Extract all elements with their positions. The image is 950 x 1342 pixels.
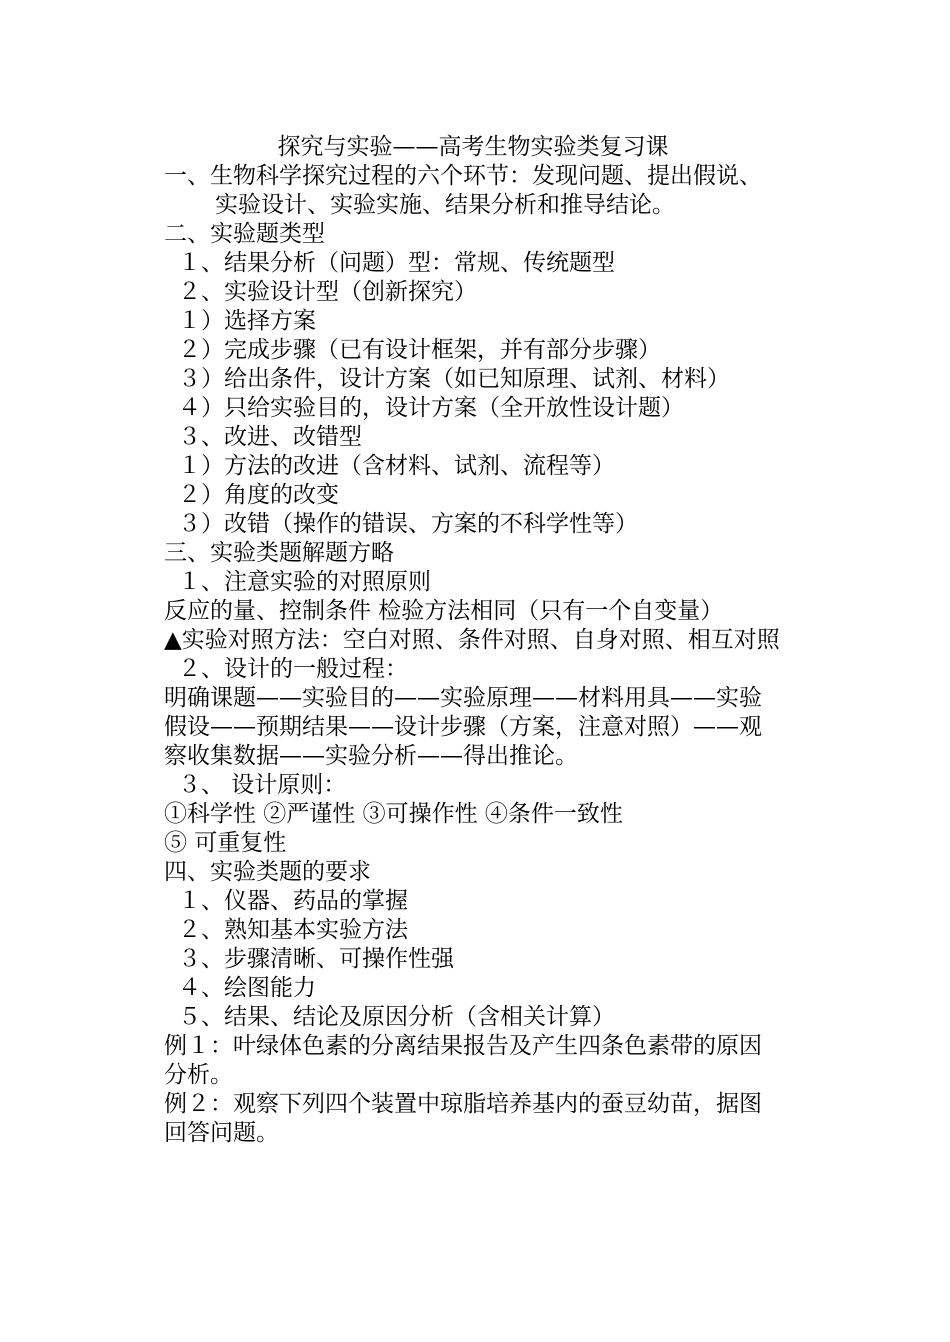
list-item: １、注意实验的对照原则 — [178, 569, 431, 595]
list-item: ２、熟知基本实验方法 — [178, 917, 408, 943]
section-heading-1: 一、生物科学探究过程的六个环节：发现问题、提出假说、实验设计、实验实施、结果分析和推导结论。 — [164, 163, 762, 218]
sub-list-item: ３）给出条件，设计方案（如已知原理、试剂、材料） — [178, 366, 730, 392]
list-item: １、仪器、药品的掌握 — [178, 888, 408, 914]
document-page — [164, 133, 782, 1148]
sub-list-item: ２）完成步骤（已有设计框架，并有部分步骤） — [178, 337, 661, 363]
principles-line: ①科学性 ②严谨性 ③可操作性 ④条件一致性 — [164, 801, 623, 827]
principles-line: ⑤ 可重复性 — [164, 830, 287, 856]
document-title: 探究与实验——高考生物实验类复习课 — [277, 134, 669, 160]
list-item: ３、改进、改错型 — [178, 424, 362, 450]
sub-list-item: ３）改错（操作的错误、方案的不科学性等） — [178, 511, 638, 537]
list-item: ４、绘图能力 — [178, 975, 316, 1001]
example-paragraph: 例２：观察下列四个装置中琼脂培养基内的蚕豆幼苗，据图回答问题。 — [164, 1091, 762, 1146]
section-heading-2: 二、实验题类型 — [164, 221, 325, 247]
sub-list-item: ４）只给实验目的，设计方案（全开放性设计题） — [178, 395, 684, 421]
list-item: ２、设计的一般过程： — [178, 656, 408, 682]
list-item: ２、实验设计型（创新探究） — [178, 279, 477, 305]
sub-list-item: ２）角度的改变 — [178, 482, 339, 508]
list-item: １、结果分析（问题）型：常规、传统题型 — [178, 250, 615, 276]
example-paragraph: 例１：叶绿体色素的分离结果报告及产生四条色素带的原因分析。 — [164, 1033, 762, 1088]
sub-list-item: １）选择方案 — [178, 308, 316, 334]
triangle-bullet-paragraph: ▲实验对照方法：空白对照、条件对照、自身对照、相互对照 — [164, 627, 780, 653]
section-heading-3: 三、实验类题解题方略 — [164, 540, 394, 566]
paragraph: 明确课题——实验目的——实验原理——材料用具——实验假设——预期结果——设计步骤（方案，注意对照）——观察收集数据——实验分析——得出推论。 — [164, 685, 762, 769]
section-heading-4: 四、实验类题的要求 — [164, 859, 371, 885]
list-item: ３、 设计原则： — [178, 772, 347, 798]
paragraph: 反应的量、控制条件 检验方法相同（只有一个自变量） — [164, 598, 724, 624]
sub-list-item: １）方法的改进（含材料、试剂、流程等） — [178, 453, 615, 479]
list-item: ５、结果、结论及原因分析（含相关计算） — [178, 1004, 615, 1030]
list-item: ３、步骤清晰、可操作性强 — [178, 946, 454, 972]
